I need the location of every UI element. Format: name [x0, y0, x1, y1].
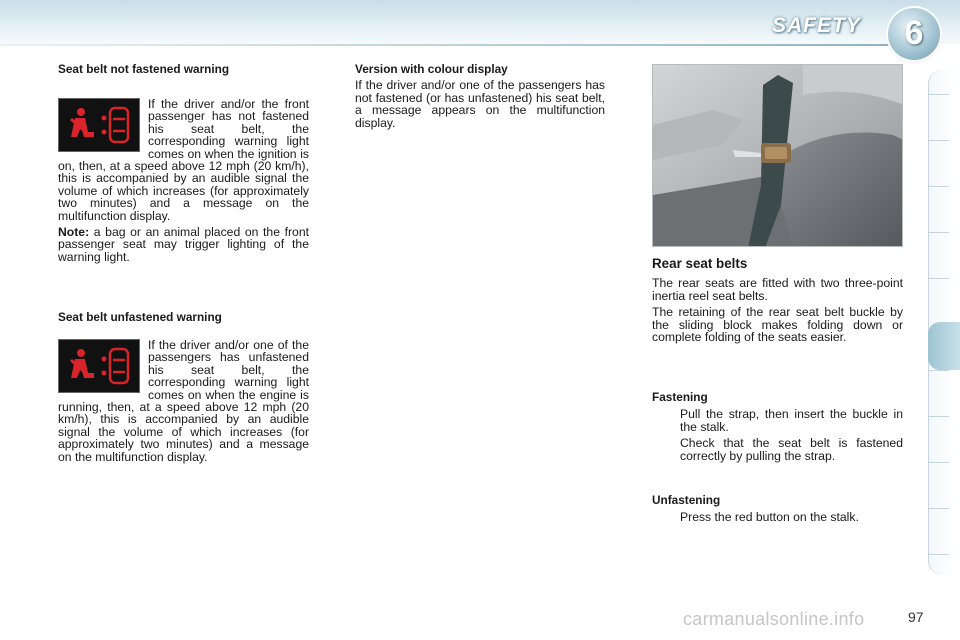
seat-belt-warning-light-icon	[58, 339, 140, 393]
tab-divider	[929, 370, 949, 371]
rear-seat-belt-photo	[652, 64, 903, 247]
list-item	[652, 408, 903, 433]
paragraph: The retaining of the rear seat belt buckle by the sliding block makes folding down or complete folding of the seats easier.	[652, 305, 903, 345]
chapter-badge	[888, 8, 940, 60]
list-item-text: Check that the seat belt is fastened correctly by pulling the strap.	[680, 436, 903, 463]
list-item	[652, 511, 903, 523]
tab-divider	[929, 186, 949, 187]
section-belt-not-fastened	[58, 63, 309, 75]
section-body: If the driver and/or one of the passengers has unfastened his seat belt, the corresponding warning light comes on when the engine is running, then, at a speed above 12 mph (20 km/h), this is accompanied by an audible signal the volume of which increases (for approximately two minutes) and a message on the multifunction display.	[58, 338, 309, 464]
section-fastening	[652, 391, 903, 462]
tab-divider	[929, 232, 949, 233]
note-label: Note:	[58, 225, 90, 240]
tab-divider	[929, 508, 949, 509]
list-item	[652, 437, 903, 462]
section-body: If the driver and/or one of the passengers has not fastened (or has unfastened) his seat belt, a message appears on the multifunction display.	[355, 78, 605, 130]
section-belt-unfastened-body	[58, 339, 309, 463]
section-heading: Fastening	[652, 390, 708, 404]
tab-safety-active[interactable]	[928, 322, 960, 370]
tab-divider	[929, 554, 949, 555]
section-body: If the driver and/or the front passenger has not fastened his seat belt, the corresponding warning light comes on when the ignition is on, then, at a speed above 12 mph (20 km/h), this is accompanied by an audible signal the volume of which increases (for approximately two minutes) and a message on the multifunction display.	[58, 97, 309, 223]
section-belt-not-fastened-body	[58, 98, 309, 263]
chapter-title: SAFETY	[772, 14, 861, 37]
chapter-number: 6	[904, 14, 924, 52]
section-heading: Seat belt unfastened warning	[58, 310, 222, 324]
tab-divider	[929, 278, 949, 279]
section-colour-display	[355, 63, 605, 129]
seat-belt-warning-light-icon	[58, 98, 140, 152]
section-unfastening	[652, 494, 903, 524]
paragraph: The rear seats are fitted with two three-point inertia reel seat belts.	[652, 276, 903, 303]
list-item-text: Press the red button on the stalk.	[680, 510, 859, 525]
page-number: 97	[908, 609, 924, 625]
note-paragraph	[58, 226, 309, 263]
tab-divider	[929, 94, 949, 95]
note-text: a bag or an animal placed on the front passenger seat may trigger lighting of the warning light.	[58, 225, 309, 264]
section-belt-unfastened	[58, 311, 309, 323]
section-rear-seat-belts	[652, 258, 903, 343]
section-title: Rear seat belts	[652, 256, 748, 271]
tab-divider	[929, 462, 949, 463]
list-item-text: Pull the strap, then insert the buckle in the stalk.	[680, 407, 903, 434]
section-heading: Version with colour display	[355, 62, 508, 76]
tab-divider	[929, 140, 949, 141]
section-heading: Seat belt not fastened warning	[58, 62, 230, 76]
section-heading: Unfastening	[652, 493, 721, 507]
tab-divider	[929, 416, 949, 417]
header-divider	[0, 44, 890, 46]
watermark: carmanualsonline.info	[683, 609, 865, 629]
